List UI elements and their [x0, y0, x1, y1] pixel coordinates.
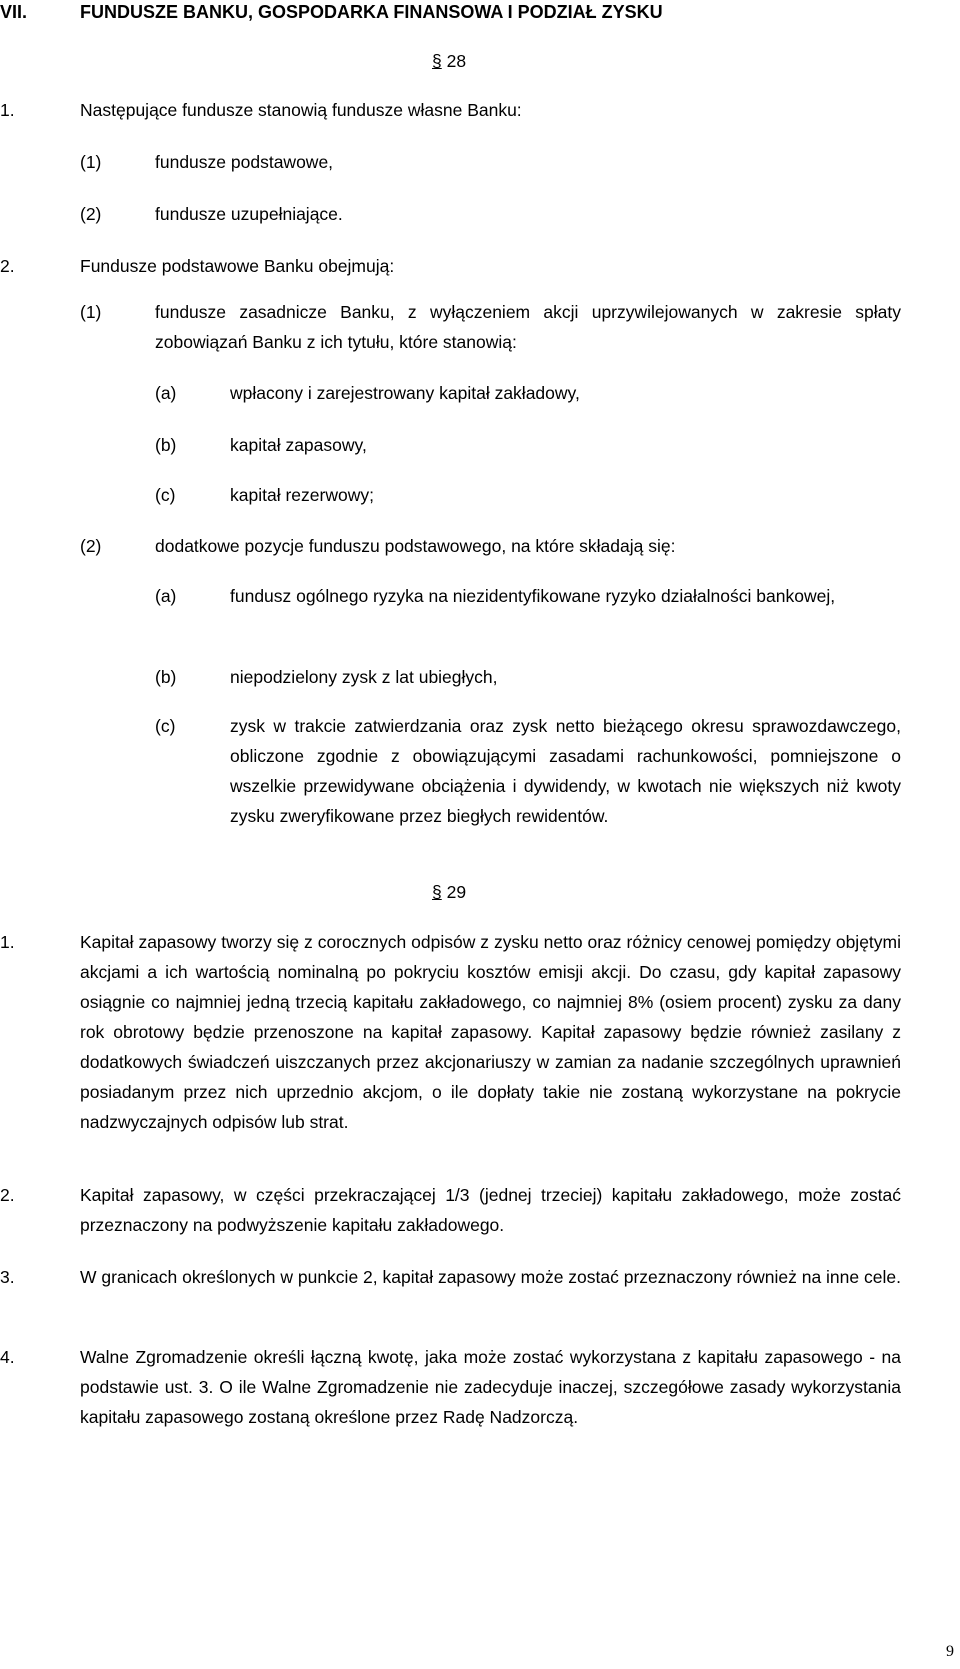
paragraph-number: 1. [0, 932, 15, 952]
item-text: fundusze uzupełniające. [155, 204, 343, 224]
subitem-text: kapitał rezerwowy; [230, 485, 374, 505]
item-label: (2) [80, 536, 102, 556]
section-number: 29 [446, 882, 467, 902]
paragraph-number: 1. [0, 100, 15, 120]
paragraph-number: 3. [0, 1267, 15, 1287]
item-label: (1) [80, 152, 102, 172]
subitem-text: niepodzielony zysk z lat ubiegłych, [230, 667, 498, 687]
item-label: (2) [80, 204, 102, 224]
subitem-text: wpłacony i zarejestrowany kapitał zakładowy, [230, 383, 580, 403]
subitem-label: (b) [155, 435, 177, 455]
paragraph-text: Następujące fundusze stanowią fundusze własne Banku: [80, 100, 522, 120]
subitem-text: fundusz ogólnego ryzyka na niezidentyfikowane ryzyko działalności bankowej, [230, 586, 836, 606]
subitem-label: (a) [155, 383, 177, 403]
subitem-label: (c) [155, 716, 176, 736]
paragraph-number: 2. [0, 256, 15, 276]
paragraph-text: Kapitał zapasowy tworzy się z corocznych odpisów z zysku netto oraz różnicy cenowej pomiędzy objętymi akcjami a ich wartością nominalną po pokryciu kosztów emisji akcji. Do czasu, gdy kapitał zapasowy osiągnie co najmniej jedną trzecią kapitału zakładowego, co najmniej 8% (osiem procent) zysku za dany rok obrotowy będzie przenoszone na kapitał zapasowy. Kapitał zapasowy będzie również zasilany z dodatkowych świadczeń uiszczanych przez akcjonariuszy w zamian za nadanie szczególnych uprawnień posiadanym przez nich uprzednio akcjom, o ile dopłaty takie nie zostaną wykorzystane na pokrycie nadzwyczajnych odpisów lub strat. [80, 932, 901, 1132]
section-29-heading [432, 877, 466, 907]
section-number: 28 [446, 51, 467, 71]
section-28-heading [432, 46, 466, 76]
subitem-text: zysk w trakcie zatwierdzania oraz zysk netto bieżącego okresu sprawozdawczego, obliczone zgodnie z obowiązującymi zasadami rachunkowości, pomniejszone o wszelkie przewidywane obciążenia i dywidendy, w kwotach nie większych niż kwoty zysku zweryfikowane przez biegłych rewidentów. [230, 716, 901, 826]
item-text: dodatkowe pozycje funduszu podstawowego, na które składają się: [155, 536, 676, 556]
subitem-text: kapitał zapasowy, [230, 435, 367, 455]
paragraph-text: Fundusze podstawowe Banku obejmują: [80, 256, 395, 276]
subitem-label: (a) [155, 586, 177, 606]
chapter-number: VII. [0, 2, 28, 22]
chapter-title: FUNDUSZE BANKU, GOSPODARKA FINANSOWA I PODZIAŁ ZYSKU [80, 2, 663, 22]
item-text: fundusze podstawowe, [155, 152, 334, 172]
subitem-label: (b) [155, 667, 177, 687]
paragraph-text: Walne Zgromadzenie określi łączną kwotę, jaka może zostać wykorzystana z kapitału zapasowego - na podstawie ust. 3. O ile Walne Zgromadzenie nie zadecyduje inaczej, szczegółowe zasady wykorzystania kapitału zapasowego zostaną określone przez Radę Nadzorczą. [80, 1347, 901, 1427]
chapter-heading [0, 0, 960, 27]
paragraph-number: 2. [0, 1185, 15, 1205]
page-number: 9 [946, 1643, 954, 1660]
subitem-label: (c) [155, 485, 176, 505]
paragraph-text: Kapitał zapasowy, w części przekraczającej 1/3 (jednej trzeciej) kapitału zakładowego, może zostać przeznaczony na podwyższenie kapitału zakładowego. [80, 1185, 901, 1235]
item-text: fundusze zasadnicze Banku, z wyłączeniem akcji uprzywilejowanych w zakresie spłaty zobowiązań Banku z ich tytułu, które stanowią: [155, 302, 901, 352]
item-label: (1) [80, 302, 102, 322]
section-symbol: § [432, 51, 442, 71]
paragraph-text: W granicach określonych w punkcie 2, kapitał zapasowy może zostać przeznaczony również na inne cele. [80, 1267, 901, 1287]
section-symbol: § [432, 882, 442, 902]
paragraph-number: 4. [0, 1347, 15, 1367]
